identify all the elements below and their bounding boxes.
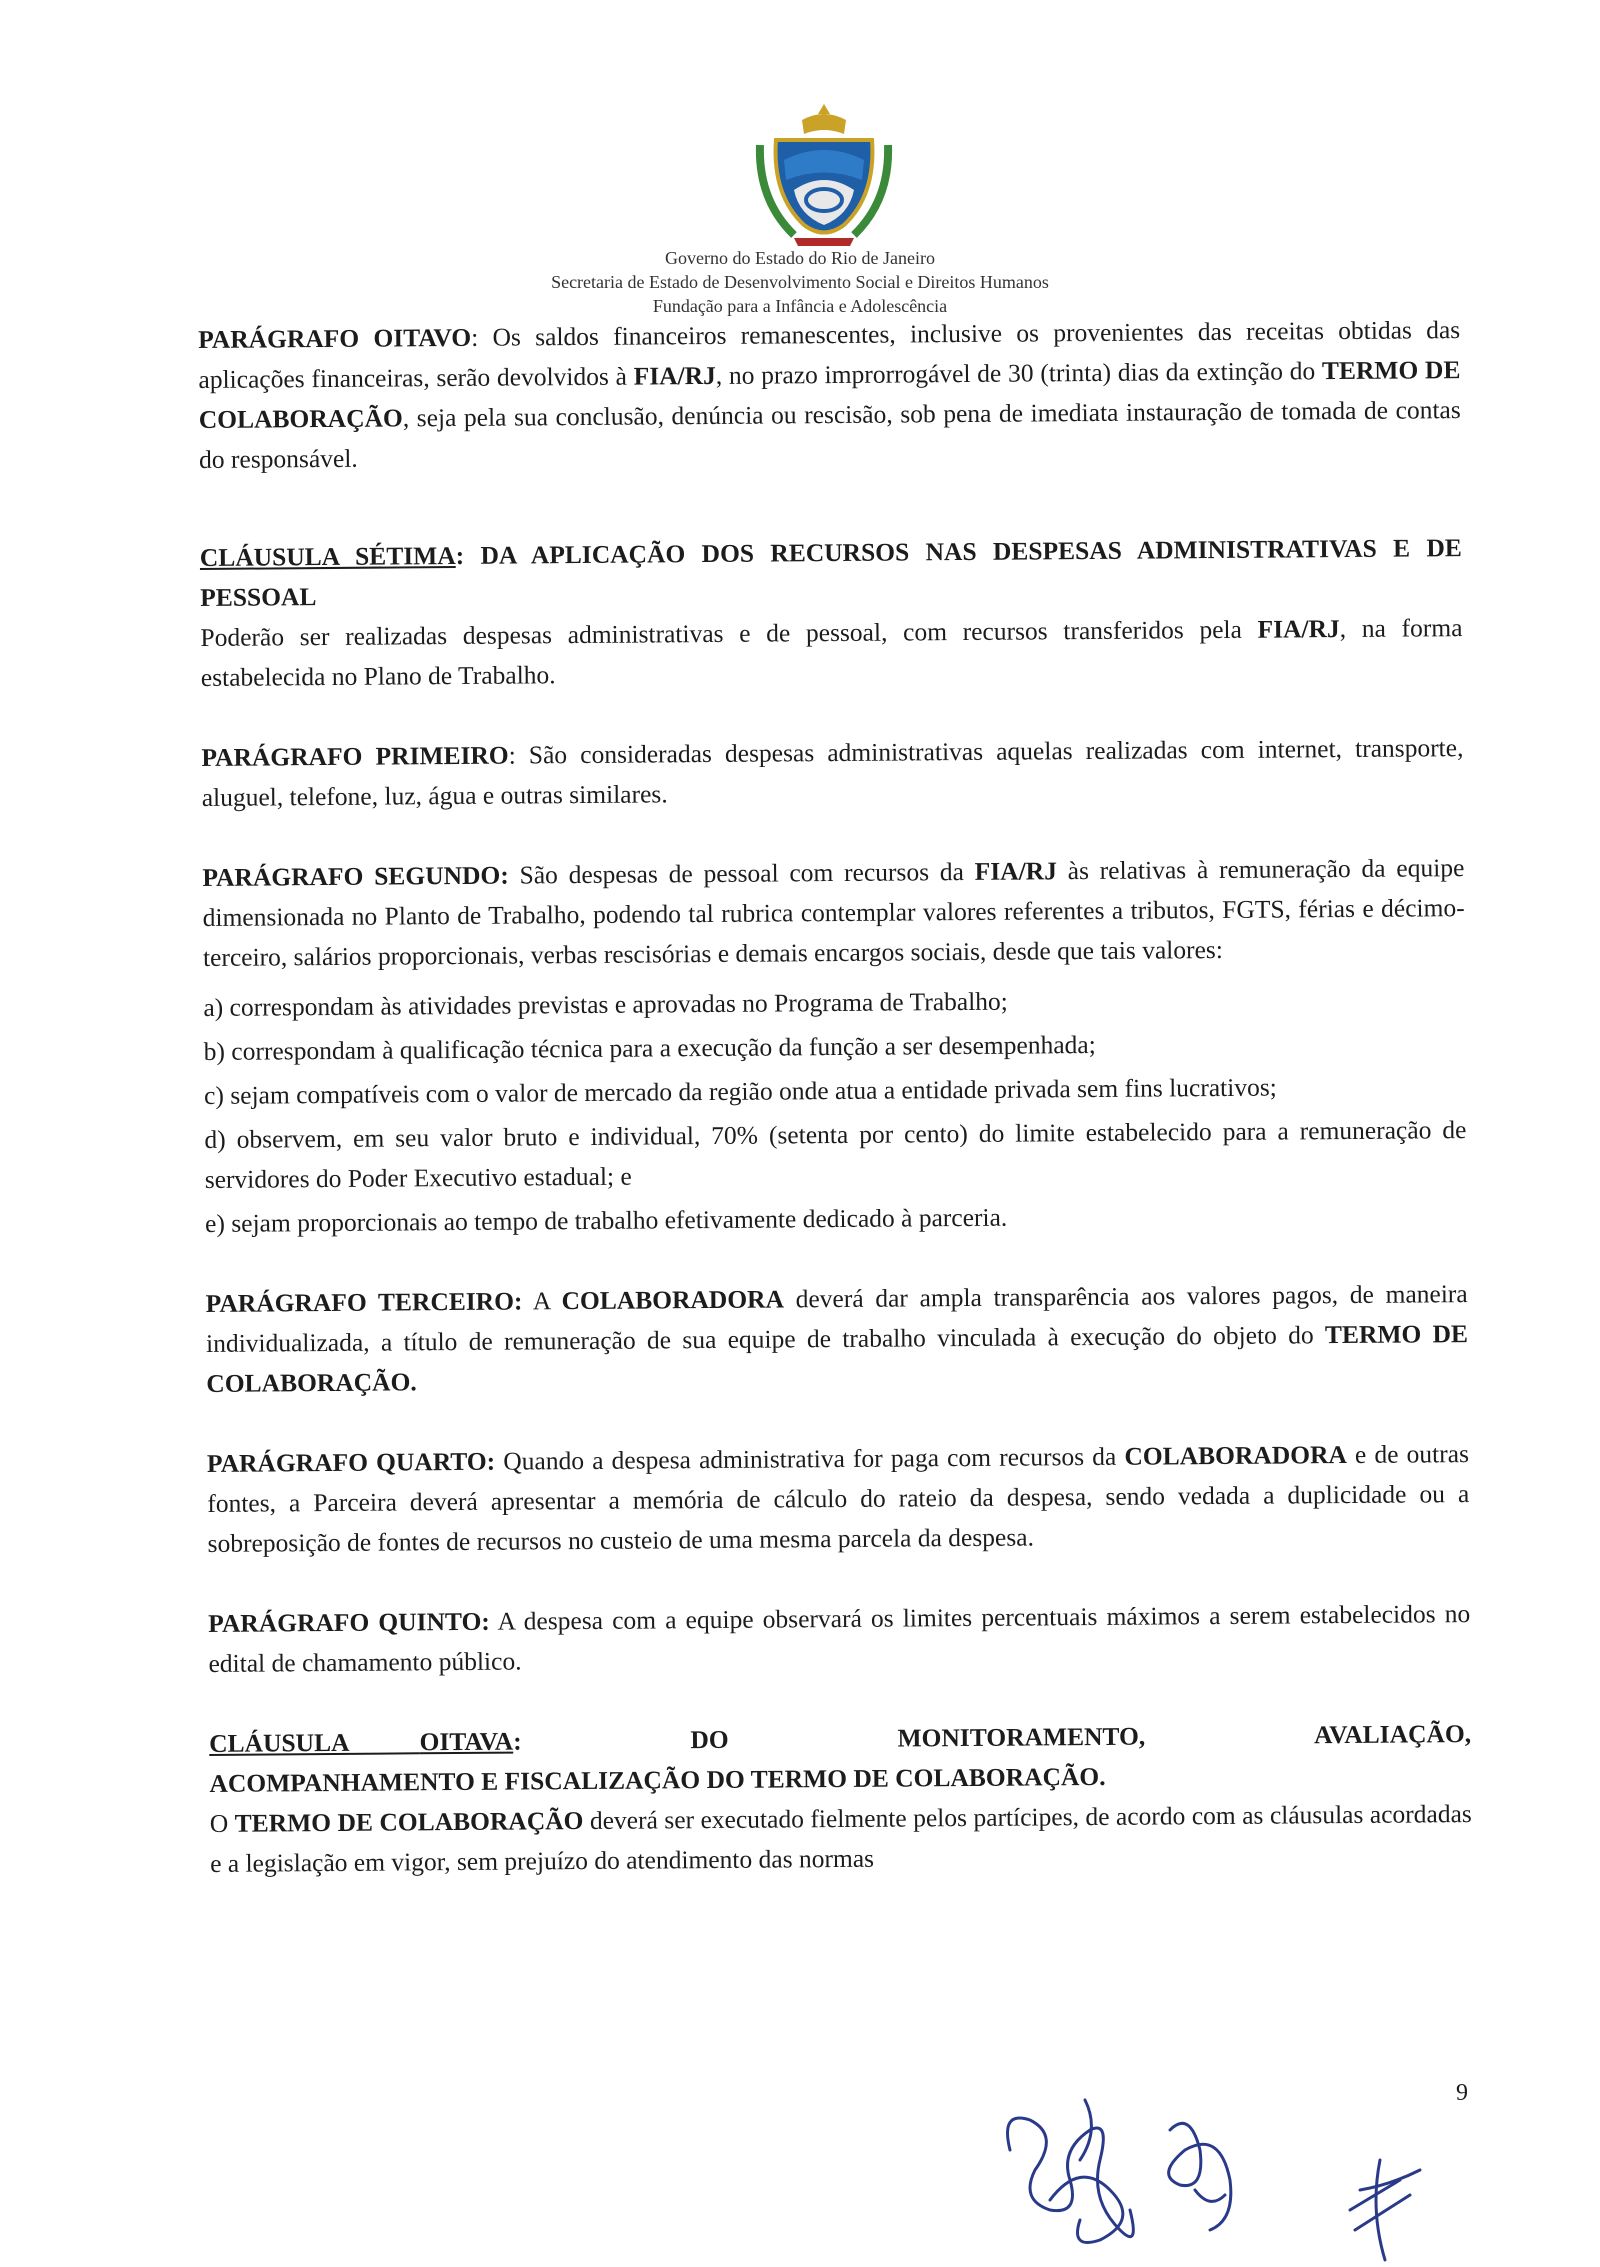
list-item: a) correspondam às atividades previstas e aprovadas no Programa de Trabalho;: [203, 986, 1008, 1022]
document-body: [198, 310, 1472, 1884]
clausula-oitava-heading: CLÁUSULA OITAVA: DO MONITORAMENTO, AVALIAÇÃO,: [209, 1719, 1472, 1758]
clausula-oitava-text: O TERMO DE COLABORAÇÃO deverá ser executado fielmente pelos partícipes, de acordo com as cláusulas acordadas e a legislação em vigor, sem prejuízo do atendimento das normas: [209, 1799, 1472, 1878]
paragraph-label: PARÁGRAFO TERCEIRO:: [205, 1286, 523, 1318]
clausula-oitava-title: ACOMPANHAMENTO E FISCALIZAÇÃO DO TERMO DE COLABORAÇÃO.: [209, 1761, 1106, 1798]
paragraph-label: PARÁGRAFO PRIMEIRO: [201, 740, 509, 772]
paragraph-label: PARÁGRAFO OITAVO: [198, 322, 472, 354]
paragraph-quarto: PARÁGRAFO QUARTO: Quando a despesa administrativa for paga com recursos da COLABORADORA e de outras fontes, a Parceira deverá apresentar a memória de cálculo do rateio da despesa, sendo vedada a duplicidade ou a sobreposição de fontes de recursos no custeio de uma mesma parcela da despesa.: [206, 1439, 1470, 1558]
letterhead: [0, 246, 1600, 318]
page-number: 9: [1456, 2080, 1468, 2106]
handwritten-signature-icon: [990, 2090, 1440, 2265]
paragraph-primeiro: PARÁGRAFO PRIMEIRO: São consideradas despesas administrativas aquelas realizadas com internet, transporte, aluguel, telefone, luz, água e outras similares.: [201, 733, 1464, 812]
paragraph-label: PARÁGRAFO QUARTO:: [206, 1446, 496, 1478]
clause-title: DA APLICAÇÃO DOS RECURSOS NAS DESPESAS ADMINISTRATIVAS E DE PESSOAL: [200, 533, 1462, 612]
list-item: d) observem, em seu valor bruto e individual, 70% (setenta por cento) do limite estabelecido para a remuneração de servidores do Poder Executivo estadual; e: [204, 1115, 1467, 1194]
letterhead-government: Governo do Estado do Rio de Janeiro: [665, 248, 935, 268]
paragraph-label: PARÁGRAFO SEGUNDO:: [202, 860, 509, 892]
clausula-setima-text: Poderão ser realizadas despesas administrativas e de pessoal, com recursos transferidos pela FIA/RJ, na forma estabelecida no Plano de Trabalho.: [200, 613, 1463, 692]
clause-label: CLÁUSULA: [209, 1727, 350, 1758]
paragraph-label: PARÁGRAFO QUINTO:: [208, 1606, 490, 1638]
letterhead-foundation: Fundação para a Infância e Adolescência: [652, 296, 948, 316]
letterhead-secretariat: Secretaria de Estado de Desenvolvimento Social e Direitos Humanos: [551, 272, 1049, 292]
requirements-list: [203, 978, 1467, 1244]
list-item: c) sejam compatíveis com o valor de mercado da região onde atua a entidade privada sem fins lucrativos;: [203, 1072, 1277, 1110]
paragraph-terceiro: PARÁGRAFO TERCEIRO: A COLABORADORA deverá dar ampla transparência aos valores pagos, de maneira individualizada, a título de remuneração de sua equipe de trabalho vinculada à execução do objeto do TERMO DE COLABORAÇÃO.: [205, 1279, 1469, 1398]
list-item: b) correspondam à qualificação técnica para a execução da função a ser desempenhada;: [203, 1029, 1096, 1066]
state-coat-of-arms-icon: [754, 100, 894, 250]
paragraph-segundo: PARÁGRAFO SEGUNDO: São despesas de pessoal com recursos da FIA/RJ às relativas à remuneração da equipe dimensionada no Planto de Trabalho, podendo tal rubrica contemplar valores referentes a tributos, FGTS, férias e décimo-terceiro, salários proporcionais, verbas rescisórias e demais encargos sociais, desde que tais valores:: [202, 853, 1465, 972]
clausula-setima-heading: CLÁUSULA SÉTIMA: DA APLICAÇÃO DOS RECURSOS NAS DESPESAS ADMINISTRATIVAS E DE PESSOAL: [199, 533, 1462, 612]
list-item: e) sejam proporcionais ao tempo de trabalho efetivamente dedicado à parceria.: [204, 1202, 1008, 1238]
clause-label: CLÁUSULA SÉTIMA: [199, 540, 456, 572]
paragraph-oitavo: PARÁGRAFO OITAVO: Os saldos financeiros remanescentes, inclusive os provenientes das receitas obtidas das aplicações financeiras, serão devolvidos à FIA/RJ, no prazo improrrogável de 30 (trinta) dias da extinção do TERMO DE COLABORAÇÃO, seja pela sua conclusão, denúncia ou rescisão, sob pena de imediata instauração de tomada de contas do responsável.: [198, 315, 1461, 474]
paragraph-quinto: PARÁGRAFO QUINTO: A despesa com a equipe observará os limites percentuais máximos a serem estabelecidos no edital de chamamento público.: [208, 1599, 1471, 1678]
